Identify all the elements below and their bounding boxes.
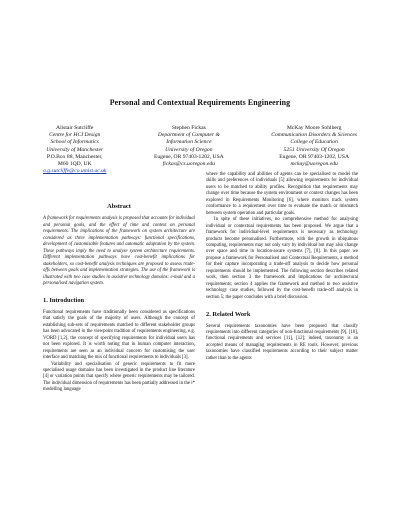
author-affiliation: Information Science — [166, 139, 212, 146]
author-3 — [271, 125, 357, 175]
author-email: mckay@uoregon.edu — [290, 161, 338, 168]
author-address: Eugene, OR 97403-1202, USA — [279, 153, 349, 160]
paragraph: In spite of these initiatives, no comprehensive method for analysing individual or contextual requirements has been proposed. We argue that a framework for individual-level requirements is necessary as technology products become personalised. Furthermore, with the growth in ubiquitous computing, requirements may not only vary by individual but may also change over space and time in location-aware systems [7], [8]. In this paper we propose a framework for Personalised and Contextual Requirements, a method for their capture incorporating a trade-off analysis to decide how personal requirements should be implemented. The following section describes related work, then section 3 the framework and implications for architectural requirements; section 4 applies the framework and method to two assistive technology case studies, followed by the cost-benefit trade-off analysis in section 5; the paper concludes with a brief discussion. — [206, 217, 358, 300]
author-name: Stephen Fickas — [171, 125, 206, 131]
section-heading-introduction: 1. Introduction — [43, 297, 85, 305]
paragraph: Functional requirements have traditionally been considered as specifications that satisfy the goals of the majority of users. Although the concept of establishing sub-sets of requirements matched to different stakeholder groups has been advocated in the viewpoint tradition of requirements engineering, e.g. VORD [1,2], the concept of specifying requirements for individual users has not been explored. It is worth noting that in human computer interaction, requirements are seen as an individual concern for customising the user interface and matching the mix of functional requirements to individuals [3]. — [43, 309, 195, 361]
section-heading-related-work: 2. Related Work — [206, 311, 251, 319]
right-column — [206, 172, 358, 362]
author-2 — [154, 125, 224, 175]
author-address: M60 1QD, UK — [57, 161, 92, 168]
left-column — [43, 204, 195, 394]
abstract — [43, 216, 195, 287]
author-affiliation: Department of Computer & — [157, 132, 220, 139]
author-affiliation: College of Education — [290, 139, 338, 146]
author-affiliation: School of Informatics — [50, 139, 99, 146]
author-name: McKay Moore Sohlberg — [286, 125, 342, 131]
author-1 — [43, 125, 106, 175]
abstract-heading: Abstract — [107, 203, 131, 210]
author-affiliation: 5251 University Of Oregon — [283, 146, 345, 153]
paragraph: where the capability and abilities of agents can be specialised to model the skills and preferences of individuals [5] allowing requirements for individual users to be matched to ability profiles. Recognition that requirements may change over time because the system environment or context changes has been explored in Requirements Monitoring [6], where monitors track system conformance to a requirement over time to evaluate the match or mismatch between system operation and particular goals. — [206, 172, 358, 216]
author-affiliation: University of Oregon — [165, 146, 213, 153]
paragraph: Several requirements taxonomies have been proposed that classify requirements into different categories of non-functional requirements [9], [10], functional requirements and services [11], [12]; indeed, taxonomy is an accepted means of managing requirements in RE tools. However, previous taxonomies have classified requirements according to their subject matter rather than to the agents — [206, 323, 358, 361]
author-address: P.O.Box 88, Manchester, — [46, 153, 103, 160]
paragraph: Variability and specialisation of generic requirements to fit more specialised usage domains has been investigated in the product line literature [4] or variation points that specify where generic requirements may be tailored. The individual dimension of requirements has been partially addressed in the i* modelling language — [43, 361, 195, 393]
author-block — [43, 125, 357, 175]
author-affiliation: University of Manchester — [46, 146, 104, 153]
author-email: fickas@cs.uoregon.edu — [162, 161, 215, 168]
author-affiliation: Centre for HCI Design — [49, 132, 101, 139]
paper-title: Personal and Contextual Requirements Engineering — [109, 98, 291, 107]
author-affiliation: Communication Disorders & Sciences — [271, 132, 357, 139]
abstract-text: A framework for requirements analysis is proposed that accounts for individual and personal goals, and the effect of time and context on personal requirements. The implications of the framework on system architecture are considered as three implementation pathways: functional specifications, development of customisable features and automatic adaptation by the system. These pathways imply the need to analyse system architecture requirements. Different implementation pathways have cost-benefit implications for stakeholders, so cost-benefit analysis techniques are proposed to assess trade-offs between goals and implementation strategies. The use of the framework is illustrated with two case studies in assistive technology domains: e-mail and a personalised navigation system. — [43, 216, 195, 286]
author-name: Alistair Sutcliffe — [56, 125, 94, 131]
author-email-link[interactable]: a.g.sutcliffe@co.umist.ac.uk — [43, 168, 107, 175]
author-address: Eugene, OR 97403-1202, USA — [153, 153, 224, 160]
